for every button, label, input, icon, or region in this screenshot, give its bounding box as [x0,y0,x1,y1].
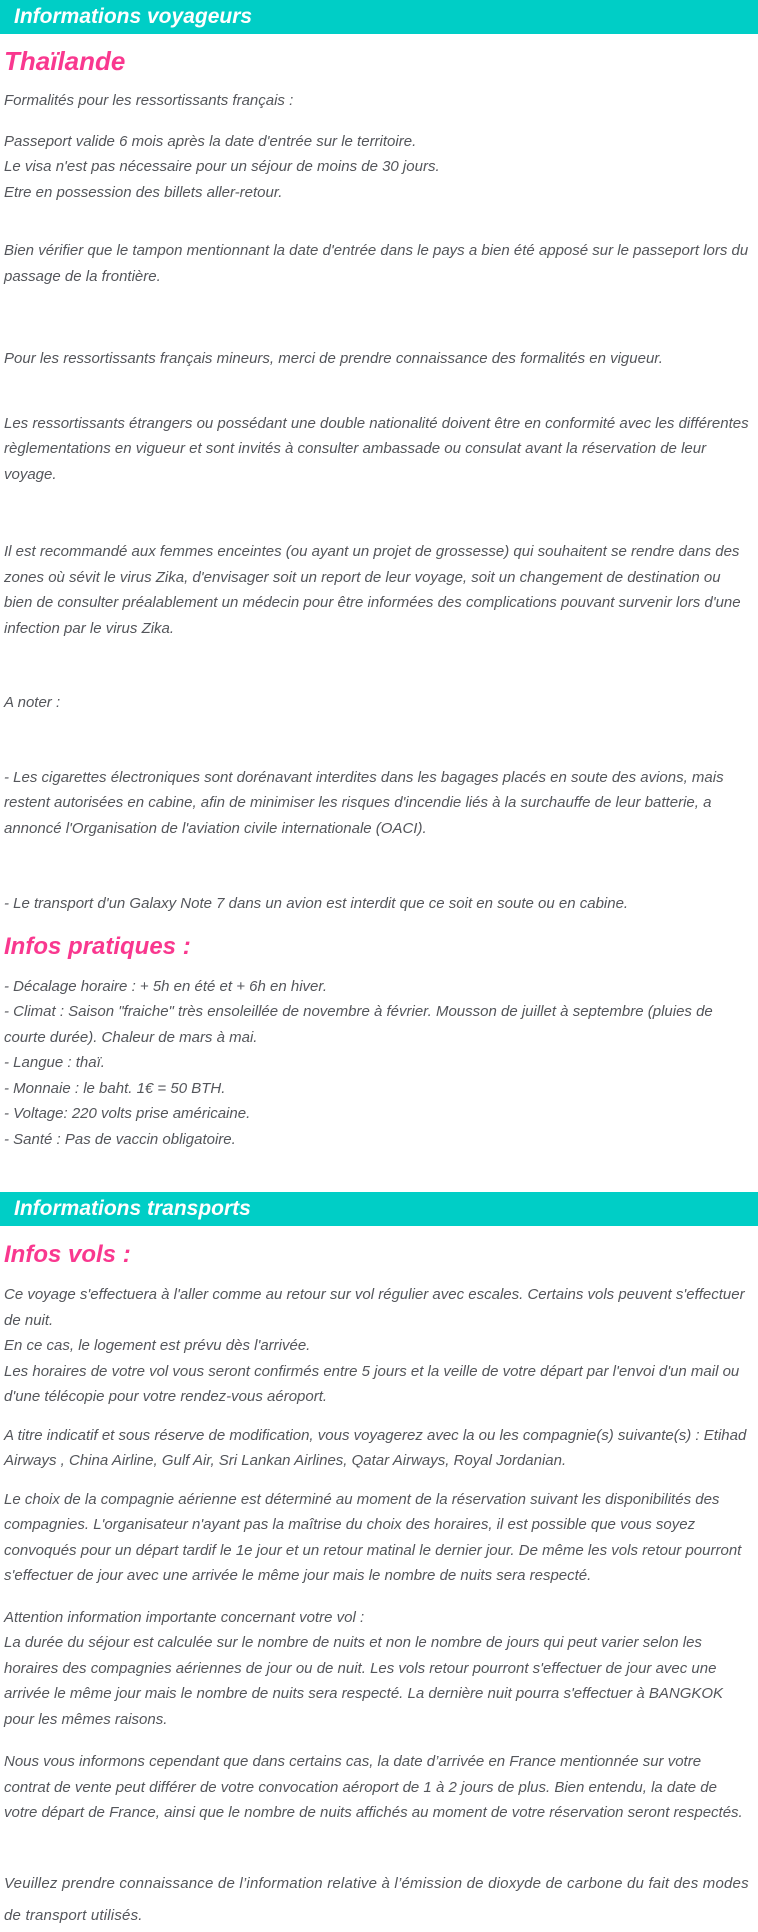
paragraph-dioxyde-carbone: Veuillez prendre connaissance de l’information relative à l’émission de dioxyde de carbone du fait des modes de transport utilisés. [4,1874,749,1924]
infos-vols-heading: Infos vols : [4,1241,131,1268]
paragraph-vol-regulier [4,1282,750,1410]
country-heading: Thaïlande [4,46,126,76]
paragraph-mineurs: Pour les ressortissants français mineurs, merci de prendre connaissance des formalités en vigueur. [4,350,663,367]
paragraph-zika: Il est recommandé aux femmes enceintes (ou ayant un projet de grossesse) qui souhaitent se rendre dans des zones où sévit le virus Zika, d'envisager soit un report de leur voyage, soit un changement de destination ou bien de consulter préalablement un médecin pour être informées des complications pouvant survenir lors d'une infection par le virus Zika. [4,543,741,637]
paragraph-galaxy-note: - Le transport d'un Galaxy Note 7 dans un avion est interdit que ce soit en soute ou en cabine. [4,895,629,912]
info-line-voltage: - Voltage: 220 volts prise américaine. [4,1105,251,1122]
info-line-climat: - Climat : Saison "fraiche" très ensoleillée de novembre à février. Mousson de juillet à septembre (pluies de courte durée). Chaleur de mars à mai. [4,1003,713,1046]
paragraph-formalites: Formalités pour les ressortissants français : [4,92,294,109]
section-header-voyageurs [0,0,758,34]
text-line: Attention information importante concernant votre vol : [4,1608,365,1626]
text-line: Le visa n'est pas nécessaire pour un séjour de moins de 30 jours. [4,158,440,175]
voyageurs-section [0,34,758,1152]
paragraph-attention-vol [4,1605,750,1733]
text-line: Passeport valide 6 mois après la date d'entrée sur le territoire. [4,132,417,150]
section-header-transports-label: Informations transports [14,1197,251,1220]
text-line: Ce voyage s'effectuera à l'aller comme au retour sur vol régulier avec escales. Certains vols peuvent s'effectuer de nuit. [4,1286,745,1329]
text-line: Les horaires de votre vol vous seront confirmés entre 5 jours et la veille de votre départ par l'envoi d'un mail ou d'une télécopie pour votre rendez-vous aéroport. [4,1362,740,1405]
paragraph-tampon: Bien vérifier que le tampon mentionnant la date d'entrée dans le pays a bien été apposé sur le passeport lors du passage de la frontière. [4,242,749,285]
text-line: En ce cas, le logement est prévu dès l'arrivée. [4,1337,311,1354]
paragraph-passeport [4,129,750,206]
paragraph-a-noter: A noter : [4,694,61,711]
paragraph-date-arrivee: Nous vous informons cependant que dans certains cas, la date d’arrivée en France mentionnée sur votre contrat de vente peut différer de votre convocation aéroport de 1 à 2 jours de plus. Bien entendu, la date de votre départ de France, ainsi que le nombre de nuits affichés au moment de votre réservation seront respectés. [4,1753,743,1821]
paragraph-cigarettes: - Les cigarettes électroniques sont dorénavant interdites dans les bagages placés en soute des avions, mais restent autorisées en cabine, afin de minimiser les risques d'incendie liés à la surchauffe de leur batterie, a annoncé l'Organisation de l'aviation civile internationale (OACI). [4,768,724,837]
paragraph-compagnies: A titre indicatif et sous réserve de modification, vous voyagerez avec la ou les compagnie(s) suivante(s) : Etihad Airways , China Airline, Gulf Air, Sri Lankan Airlines, Qatar Airways, Royal Jordanian. [4,1426,747,1469]
info-line-decalage: - Décalage horaire : + 5h en été et + 6h en hiver. [4,977,327,995]
section-header-voyageurs-label: Informations voyageurs [14,5,253,28]
paragraph-etrangers: Les ressortissants étrangers ou possédant une double nationalité doivent être en conformité avec les différentes règlementations en vigueur et sont invités à consulter ambassade ou consulat avant la réservation de leur voyage. [4,414,749,483]
infos-pratiques-list [4,974,750,1153]
section-header-transports [0,1192,758,1226]
transports-section [0,1226,758,1932]
info-line-monnaie: - Monnaie : le baht. 1€ = 50 BTH. [4,1079,226,1097]
text-line: La durée du séjour est calculée sur le nombre de nuits et non le nombre de jours qui peut varier selon les horaires des compagnies aériennes de jour ou de nuit. Les vols retour pourront s'effectuer de jour avec une arrivée le même jour mais le nombre de nuits sera respecté. La dernière nuit pourra s'effectuer à BANGKOK pour les mêmes raisons. [4,1634,724,1728]
infos-pratiques-heading: Infos pratiques : [4,932,191,960]
info-line-langue: - Langue : thaï. [4,1054,105,1071]
info-line-sante: - Santé : Pas de vaccin obligatoire. [4,1130,236,1148]
paragraph-choix-compagnie: Le choix de la compagnie aérienne est déterminé au moment de la réservation suivant les disponibilités des compagnies. L'organisateur n'ayant pas la maîtrise du choix des horaires, il est possible que vous soyez convoqués pour un départ tardif le 1e jour et un retour matinal le dernier jour. De même les vols retour pourront s'effectuer de jour avec une arrivée le même jour mais le nombre de nuits sera respecté. [4,1490,742,1584]
text-line: Etre en possession des billets aller-retour. [4,183,283,201]
